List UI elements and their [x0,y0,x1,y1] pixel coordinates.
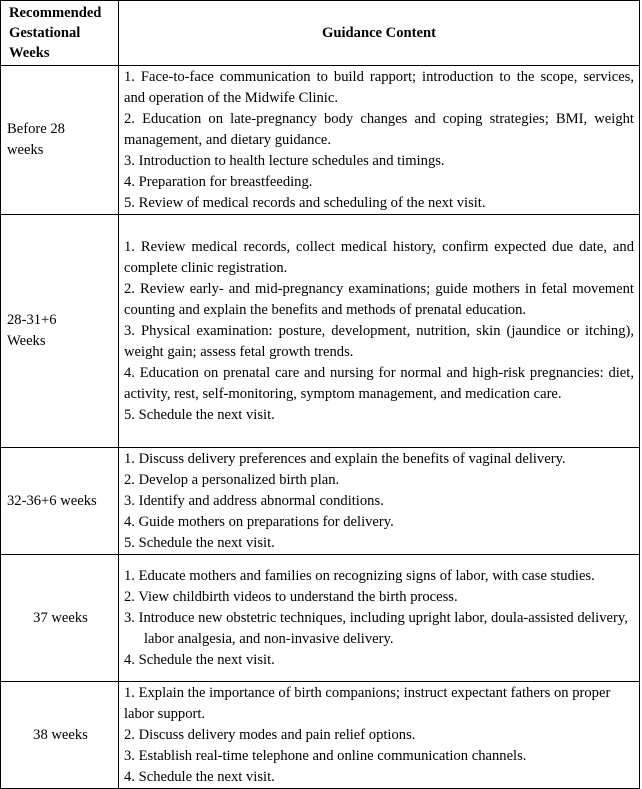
weeks-line-2: weeks [7,142,44,158]
guidance-item: 5. Schedule the next visit. [124,535,275,551]
guidance-item: 5. Schedule the next visit. [124,407,275,423]
weeks-line-1: 37 weeks [33,609,88,626]
weeks-line-1: 38 weeks [33,726,88,743]
guidance-item: 4. Guide mothers on preparations for delivery. [124,514,394,530]
guidance-item: 2. Discuss delivery modes and pain relief options. [124,727,416,743]
guidance-cell [119,555,640,682]
weeks-line-1: 32-36+6 weeks [7,492,97,509]
header-row [1,1,640,66]
guidance-item: 3. Physical examination: posture, development, nutrition, skin (jaundice or itching), weight gain; assess fetal growth trends. [124,323,634,360]
weeks-line-1: 28-31+6 [7,312,57,328]
weeks-line-1: Before 28 [7,121,65,137]
guidance-item: 4. Schedule the next visit. [124,769,275,785]
table-row [1,215,640,448]
guidance-cell [119,66,640,215]
weeks-cell [1,448,119,555]
header-weeks-cell [1,1,119,66]
guidance-item: 2. Develop a personalized birth plan. [124,472,340,488]
guidance-cell [119,682,640,789]
guidance-item: 5. Review of medical records and scheduling of the next visit. [124,195,486,211]
guidance-item: 1. Face-to-face communication to build rapport; introduction to the scope, services, and operation of the Midwife Clinic. [124,69,634,106]
table-row [1,66,640,215]
guidance-item: 3. Identify and address abnormal conditions. [124,493,384,509]
header-content-cell: Guidance Content [119,1,640,66]
table-row [1,682,640,789]
guidance-item: 2. View childbirth videos to understand the birth process. [124,589,458,605]
header-weeks-line-2: Gestational [9,25,81,41]
guidance-item: 4. Preparation for breastfeeding. [124,174,313,190]
weeks-cell [1,555,119,682]
table-row [1,555,640,682]
guidance-item: 3. Introduce new obstetric techniques, including upright labor, doula-assisted delivery, labor analgesia, and non-invasive delivery. [124,610,628,647]
guidance-item: 1. Review medical records, collect medical history, confirm expected due date, and complete clinic registration. [124,239,634,276]
guidance-cell [119,215,640,448]
guidance-item: 4. Education on prenatal care and nursing for normal and high-risk pregnancies: diet, activity, rest, self-monitoring, symptom management, and medication care. [124,365,634,402]
guidance-item: 2. Education on late-pregnancy body changes and coping strategies; BMI, weight management, and dietary guidance. [124,111,634,148]
guidance-item: 3. Establish real-time telephone and online communication channels. [124,748,527,764]
guidance-item: 4. Schedule the next visit. [124,652,275,668]
guidance-item: 3. Introduction to health lecture schedules and timings. [124,153,445,169]
weeks-cell [1,682,119,789]
weeks-cell [1,215,119,448]
header-weeks-line-3: Weeks [9,45,50,61]
weeks-cell [1,66,119,215]
weeks-line-2: Weeks [7,333,46,349]
header-weeks-line-1: Recommended [9,5,102,21]
guidance-cell [119,448,640,555]
guidance-item: 1. Educate mothers and families on recognizing signs of labor, with case studies. [124,568,595,584]
table-row [1,448,640,555]
guidance-item: 2. Review early- and mid-pregnancy examinations; guide mothers in fetal movement counting and explain the benefits and methods of prenatal education. [124,281,634,318]
guidance-item: 1. Explain the importance of birth companions; instruct expectant fathers on proper labor support. [124,685,611,722]
guidance-item: 1. Discuss delivery preferences and explain the benefits of vaginal delivery. [124,451,566,467]
